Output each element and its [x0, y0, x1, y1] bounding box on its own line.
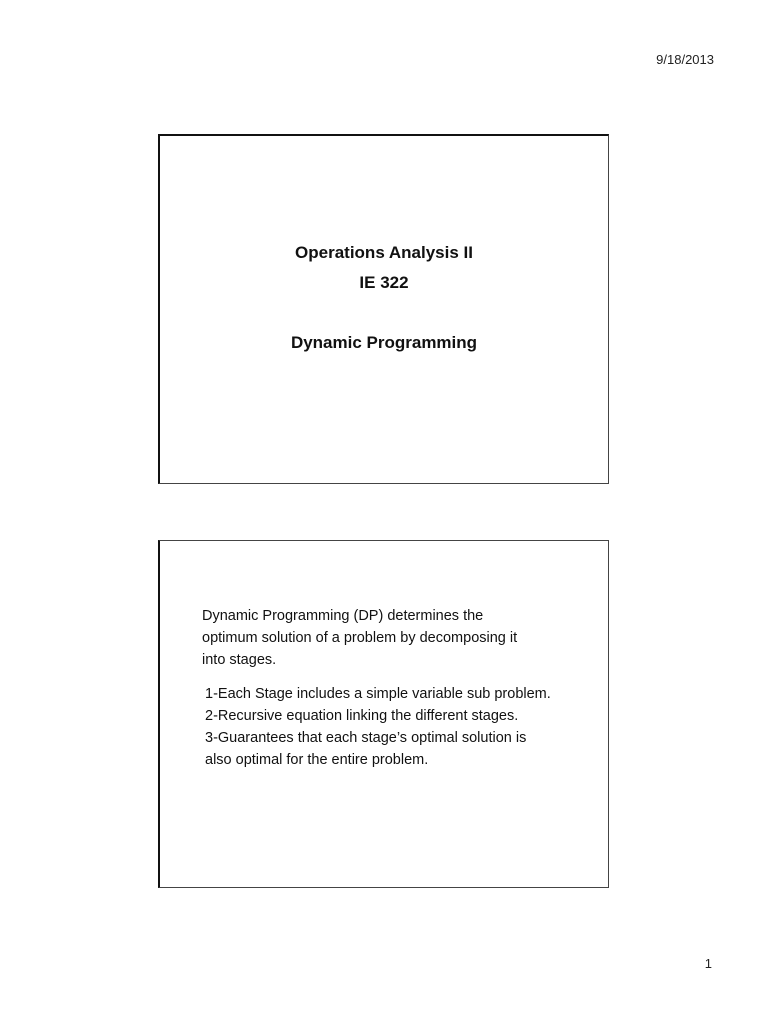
title-spacer [160, 298, 608, 328]
slide-2-body [202, 605, 602, 771]
property-item: 1-Each Stage includes a simple variable sub problem. [205, 686, 551, 702]
property-item: 3-Guarantees that each stage’s optimal solution is [205, 730, 527, 746]
course-code: IE 322 [359, 273, 409, 292]
intro-line: into stages. [202, 652, 277, 668]
property-list [202, 683, 602, 771]
intro-line: Dynamic Programming (DP) determines the [202, 608, 484, 624]
course-title: Operations Analysis II [295, 243, 473, 262]
property-item: 2-Recursive equation linking the different stages. [205, 708, 519, 724]
intro-line: optimum solution of a problem by decomposing it [202, 630, 518, 646]
property-item: also optimal for the entire problem. [205, 752, 429, 768]
intro-paragraph [202, 605, 602, 671]
slide-1-title-block [160, 238, 608, 358]
topic-title: Dynamic Programming [290, 333, 478, 352]
slide-2 [158, 540, 609, 888]
page-date: 9/18/2013 [656, 52, 714, 67]
slide-1 [158, 134, 609, 484]
page-number: 1 [704, 956, 712, 971]
